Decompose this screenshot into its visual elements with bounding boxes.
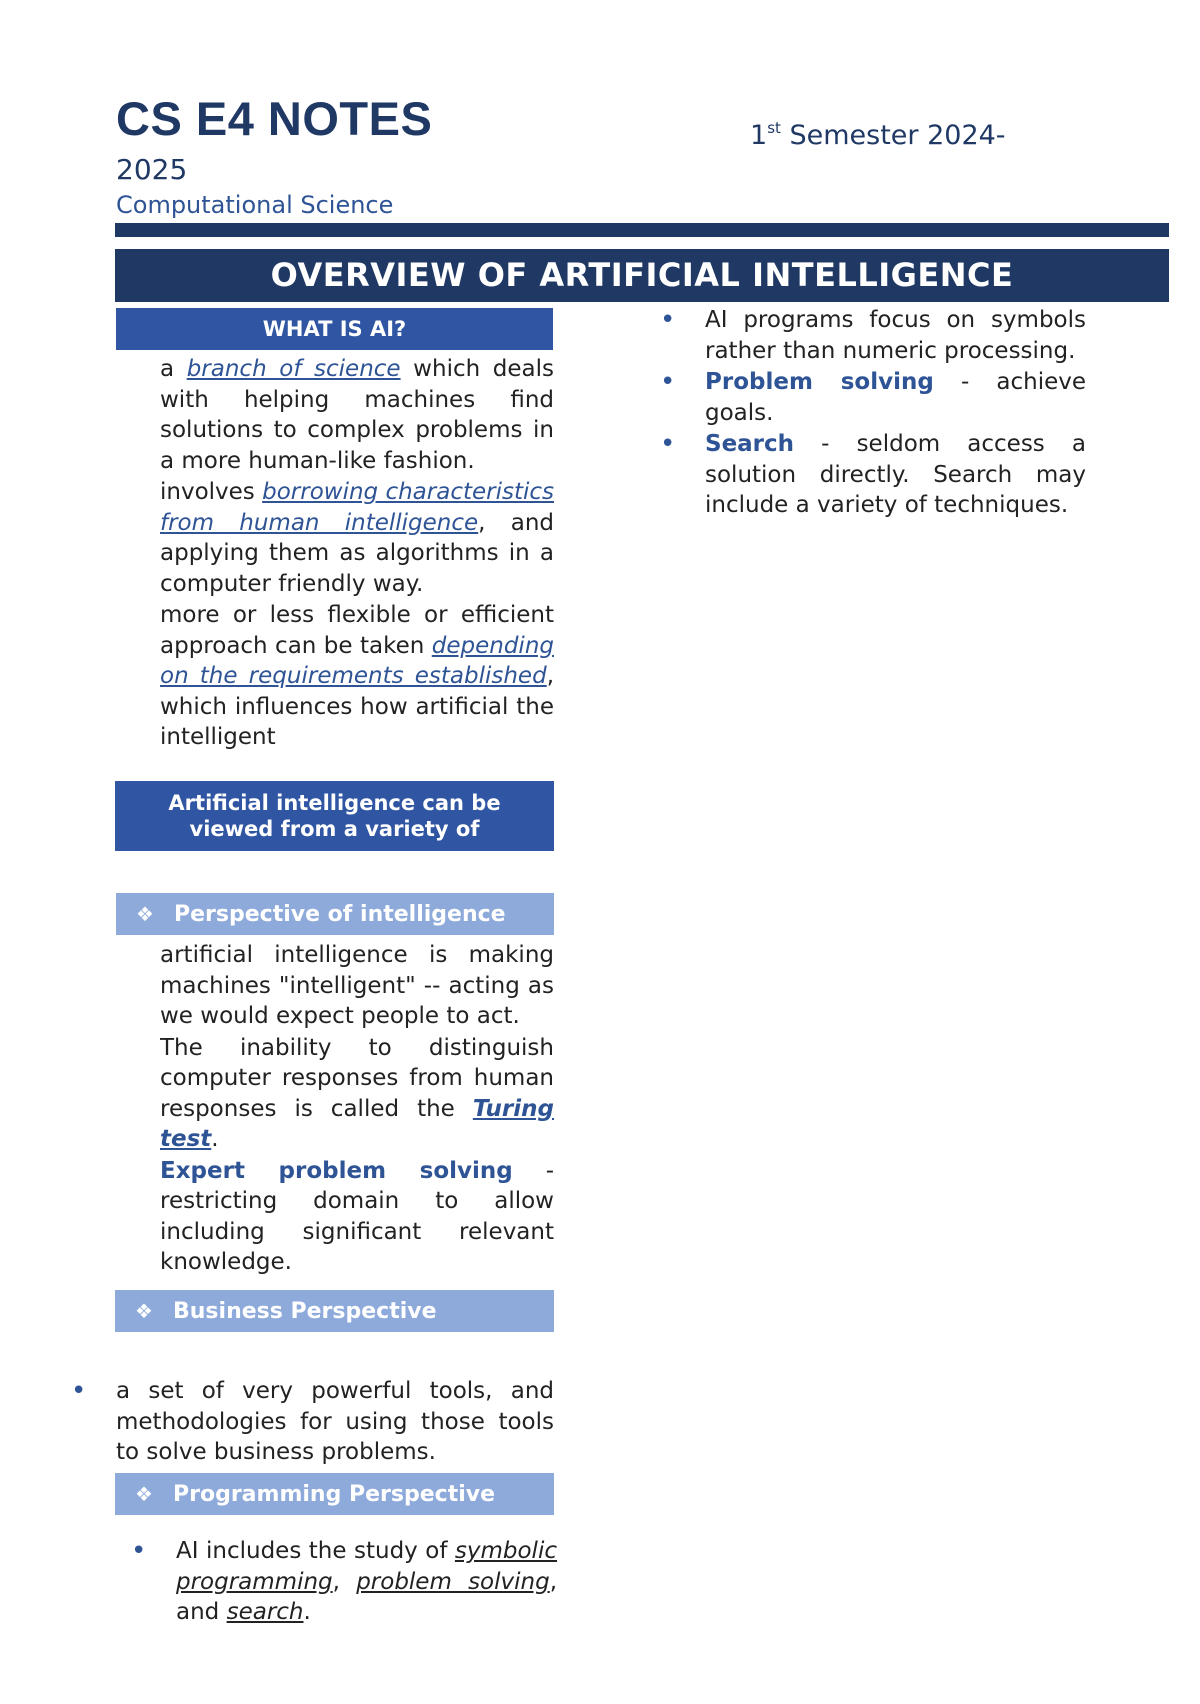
- programming-perspective-heading: [115, 1473, 554, 1515]
- semester-ordinal: st: [767, 119, 781, 137]
- list-item-text: AI includes the study of: [176, 1538, 455, 1564]
- perspective-intelligence-label: Perspective of intelligence: [174, 902, 506, 927]
- list-item-text: - restricting domain to allow including significant relevant knowledge.: [160, 1157, 554, 1275]
- list-item-text: - achieve goals.: [705, 369, 1086, 426]
- problem-solving-term: Problem solving: [705, 369, 934, 395]
- right-column-list-container: [705, 305, 1086, 521]
- perspective-intelligence-heading: [116, 893, 554, 935]
- list-item: [160, 1156, 554, 1278]
- list-item-text: involves: [160, 479, 263, 505]
- what-is-ai-list: [160, 354, 554, 753]
- list-item-text: .: [211, 1126, 219, 1152]
- subject-label: Computational Science: [116, 191, 394, 219]
- business-list: [116, 1376, 554, 1468]
- list-item-text: - seldom access a solution directly. Search may include a variety of techniques.: [705, 431, 1086, 518]
- views-callout-line-1: Artificial intelligence can be: [168, 791, 501, 815]
- list-item: [160, 940, 554, 1032]
- programming-list: [176, 1536, 557, 1628]
- expert-problem-solving-term: Expert problem solving: [160, 1157, 513, 1184]
- list-item: [116, 1376, 554, 1468]
- semester-label: [750, 110, 1006, 154]
- list-item: [176, 1536, 557, 1628]
- business-perspective-heading: [115, 1290, 554, 1332]
- intelligence-list: [160, 940, 554, 1278]
- list-item: [705, 305, 1086, 366]
- what-is-ai-heading: WHAT IS AI?: [116, 308, 553, 350]
- search-link[interactable]: search: [226, 1599, 304, 1625]
- list-item-text: a set of very powerful tools, and methodologies for using those tools to solve business problems.: [116, 1378, 554, 1465]
- right-column-list: [705, 305, 1086, 521]
- list-item-text: The inability to distinguish computer responses from human responses is called the: [160, 1034, 554, 1122]
- business-list-container: [116, 1376, 554, 1468]
- problem-solving-link[interactable]: problem solving: [356, 1568, 550, 1595]
- branch-of-science-link[interactable]: branch of science: [186, 356, 401, 382]
- semester-text: Semester 2024-: [780, 120, 1006, 151]
- list-item-text: more or less flexible or efficient approach can be taken: [160, 602, 554, 659]
- list-item-text: , and: [176, 1568, 558, 1625]
- list-item: [705, 367, 1086, 428]
- list-item-text: , which influences how artificial the intelligent: [160, 663, 554, 750]
- search-term: Search: [705, 431, 795, 457]
- views-callout-line-2: viewed from a variety of: [189, 817, 480, 841]
- diamond-icon: ❖: [136, 902, 154, 926]
- list-item: [705, 429, 1086, 521]
- semester-number: 1: [750, 120, 768, 151]
- section-banner: OVERVIEW OF ARTIFICIAL INTELLIGENCE: [115, 249, 1169, 302]
- list-item: [160, 600, 554, 753]
- list-item: [160, 477, 554, 599]
- list-item: [160, 1033, 554, 1155]
- page-title: CS E4 NOTES: [116, 92, 433, 145]
- list-item-text: which deals with helping machines find solutions to complex problems in a more human-like fashion.: [160, 356, 554, 474]
- programming-perspective-label: Programming Perspective: [173, 1482, 496, 1507]
- list-item-text: artificial intelligence is making machines "intelligent" -- acting as we would expect people to act.: [160, 942, 554, 1029]
- programming-list-container: [176, 1536, 557, 1628]
- what-is-ai-list-container: [160, 354, 554, 779]
- depending-on-requirements-link[interactable]: depending on the requirements established: [160, 632, 554, 689]
- intelligence-list-container: [160, 940, 554, 1286]
- list-item: [160, 354, 554, 476]
- turing-test-link[interactable]: Turing test: [160, 1095, 554, 1152]
- list-item-text: ,: [332, 1568, 357, 1595]
- list-item-text: a: [160, 356, 187, 382]
- list-item-text: AI programs focus on symbols rather than numeric processing.: [705, 307, 1086, 364]
- list-item-text: , and applying them as algorithms in a computer friendly way.: [160, 509, 554, 597]
- list-item-text: .: [303, 1599, 311, 1625]
- header-divider: [115, 223, 1169, 237]
- diamond-icon: ❖: [135, 1299, 153, 1323]
- business-perspective-label: Business Perspective: [173, 1299, 437, 1324]
- borrowing-characteristics-link[interactable]: borrowing characteristics from human intelligence: [160, 479, 554, 536]
- diamond-icon: ❖: [135, 1482, 153, 1506]
- year-label: 2025: [116, 153, 188, 186]
- symbolic-programming-link[interactable]: symbolic programming: [176, 1538, 557, 1595]
- views-callout-box: [115, 781, 554, 851]
